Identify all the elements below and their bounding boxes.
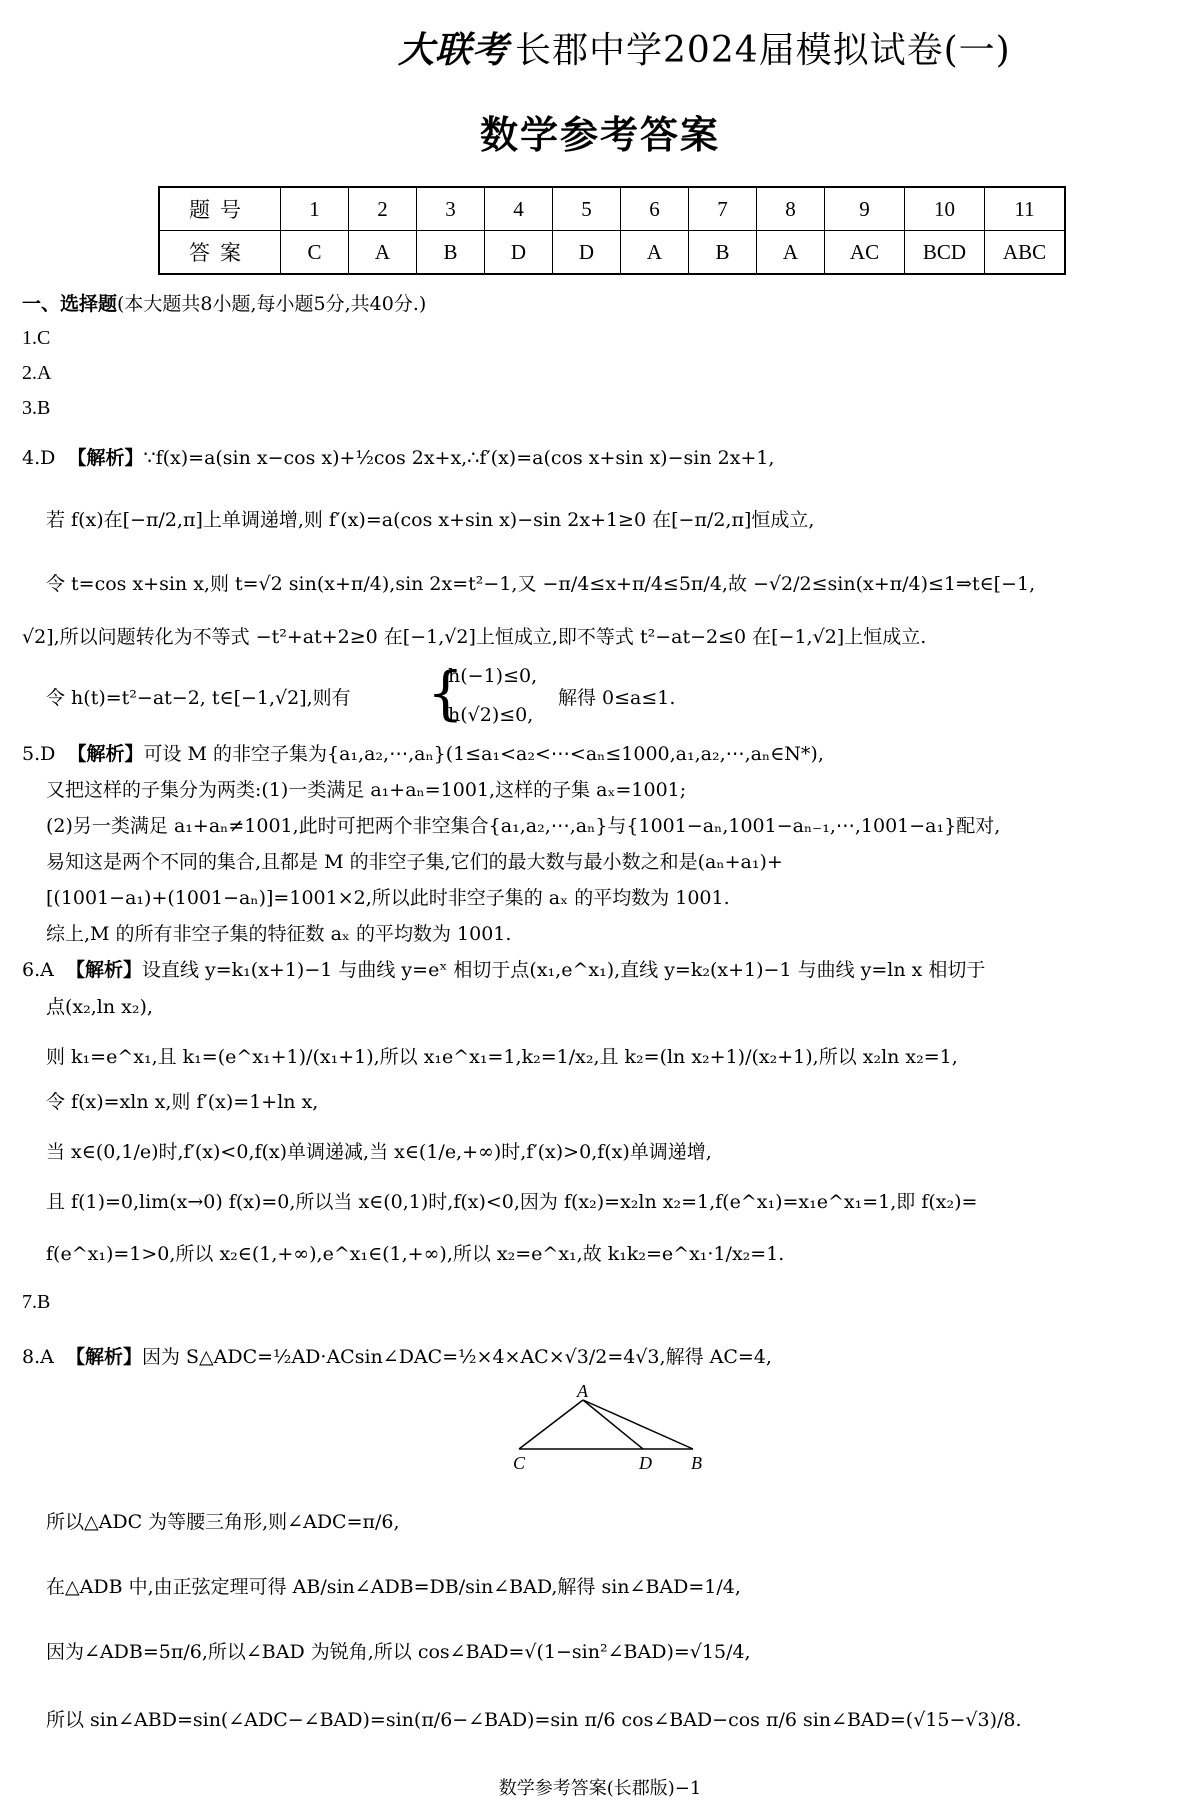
answer-4-text: ∵f(x)=a(sin x−cos x)+½cos 2x+x,∴f′(x)=a(cos x+sin x)−sin 2x+1, bbox=[143, 447, 775, 469]
answer-5-text: 可设 M 的非空子集为{a₁,a₂,⋯,aₙ}(1≤a₁<a₂<⋯<aₙ≤1000,a₁,a₂,⋯,aₙ∈N*), bbox=[143, 743, 824, 765]
page-subtitle: 数学参考答案 bbox=[479, 112, 720, 157]
table-cell: 5 bbox=[553, 187, 621, 231]
table-cell: 7 bbox=[689, 187, 757, 231]
table-cell: 3 bbox=[417, 187, 485, 231]
table-cell: BCD bbox=[905, 231, 985, 275]
table-cell: AC bbox=[825, 231, 905, 275]
section-note: (本大题共8小题,每小题5分,共40分.) bbox=[117, 293, 427, 315]
table-cell: A bbox=[757, 231, 825, 275]
answer-5-line-1 bbox=[22, 742, 824, 766]
page-footer: 数学参考答案(长郡版)−1 bbox=[498, 1778, 702, 1799]
answer-5-line-4: 易知这是两个不同的集合,且都是 M 的非空子集,它们的最大数与最小数之和是(aₙ+a₁)+ bbox=[46, 851, 783, 873]
analysis-tag: 【解析】 bbox=[67, 743, 144, 765]
answer-6-line-2: 点(x₂,ln x₂), bbox=[46, 996, 153, 1018]
table-cell: 2 bbox=[349, 187, 417, 231]
table-cell: D bbox=[553, 231, 621, 275]
vertex-label-d: D bbox=[639, 1453, 652, 1473]
answer-8-text: 因为 S△ADC=½AD·ACsin∠DAC=½×4×AC×√3/2=4√3,解得 AC=4, bbox=[141, 1346, 772, 1368]
table-cell: 8 bbox=[757, 187, 825, 231]
answer-6-choice: 6.A bbox=[22, 959, 54, 981]
table-cell: D bbox=[485, 231, 553, 275]
answer-8-line-4: 因为∠ADB=5π/6,所以∠BAD 为锐角,所以 cos∠BAD=√(1−sin²∠BAD)=√15/4, bbox=[46, 1641, 751, 1663]
answer-4-line-1 bbox=[22, 446, 774, 470]
table-cell: 6 bbox=[621, 187, 689, 231]
answer-4-line-2: 若 f(x)在[−π/2,π]上单调递增,则 f′(x)=a(cos x+sin x)−sin 2x+1≥0 在[−π/2,π]恒成立, bbox=[46, 509, 815, 531]
table-cell: 10 bbox=[905, 187, 985, 231]
answer-6-line-5: 当 x∈(0,1/e)时,f′(x)<0,f(x)单调递减,当 x∈(1/e,+∞)时,f′(x)>0,f(x)单调递增, bbox=[46, 1141, 712, 1163]
vertex-label-a: A bbox=[577, 1385, 588, 1401]
answer-5-line-2: 又把这样的子集分为两类:(1)一类满足 a₁+aₙ=1001,这样的子集 aₓ=1001; bbox=[46, 779, 687, 801]
row-label-answers: 答案 bbox=[159, 231, 281, 275]
answer-table bbox=[158, 186, 1066, 275]
answer-7: 7.B bbox=[22, 1291, 51, 1313]
table-cell: B bbox=[689, 231, 757, 275]
system-eq-2: h(√2)≤0, bbox=[448, 704, 534, 726]
answer-5-choice: 5.D bbox=[22, 743, 56, 765]
table-cell: 9 bbox=[825, 187, 905, 231]
system-eq-1: h(−1)≤0, bbox=[448, 665, 538, 687]
answer-1: 1.C bbox=[22, 327, 51, 349]
table-row-numbers bbox=[159, 187, 1065, 231]
system-result: 解得 0≤a≤1. bbox=[558, 687, 676, 709]
answer-6-text: 设直线 y=k₁(x+1)−1 与曲线 y=eˣ 相切于点(x₁,e^x₁),直线 y=k₂(x+1)−1 与曲线 y=ln x 相切于 bbox=[141, 959, 986, 981]
analysis-tag: 【解析】 bbox=[67, 447, 144, 469]
segment-ac bbox=[519, 1400, 583, 1449]
segment-ab bbox=[583, 1400, 693, 1449]
table-cell: 4 bbox=[485, 187, 553, 231]
vertex-label-c: C bbox=[513, 1453, 526, 1473]
answer-5-line-6: 综上,M 的所有非空子集的特征数 aₓ 的平均数为 1001. bbox=[46, 923, 512, 945]
table-cell: B bbox=[417, 231, 485, 275]
exam-title bbox=[398, 22, 1011, 73]
answer-3: 3.B bbox=[22, 397, 51, 419]
table-cell: A bbox=[621, 231, 689, 275]
answer-5-line-3: (2)另一类满足 a₁+aₙ≠1001,此时可把两个非空集合{a₁,a₂,⋯,aₙ}与{1001−aₙ,1001−aₙ₋₁,⋯,1001−a₁}配对, bbox=[46, 815, 1001, 837]
analysis-tag: 【解析】 bbox=[65, 959, 142, 981]
section-heading bbox=[22, 292, 426, 316]
answer-8-line-2: 所以△ADC 为等腰三角形,则∠ADC=π/6, bbox=[46, 1511, 400, 1533]
answer-8-line-3: 在△ADB 中,由正弦定理可得 AB/sin∠ADB=DB/sin∠BAD,解得 sin∠BAD=1/4, bbox=[46, 1576, 741, 1598]
table-cell: ABC bbox=[985, 231, 1066, 275]
table-cell: C bbox=[281, 231, 349, 275]
answer-6-line-4: 令 f(x)=xln x,则 f′(x)=1+ln x, bbox=[46, 1091, 319, 1113]
analysis-tag: 【解析】 bbox=[65, 1346, 142, 1368]
answer-8-choice: 8.A bbox=[22, 1346, 54, 1368]
segment-ad bbox=[583, 1400, 643, 1449]
answer-8-line-5: 所以 sin∠ABD=sin(∠ADC−∠BAD)=sin(π/6−∠BAD)=sin π/6 cos∠BAD−cos π/6 sin∠BAD=(√15−√3)/8. bbox=[46, 1709, 1022, 1731]
row-label-numbers: 题号 bbox=[159, 187, 281, 231]
vertex-label-b: B bbox=[691, 1453, 702, 1473]
table-cell: 1 bbox=[281, 187, 349, 231]
answer-4-line-3: 令 t=cos x+sin x,则 t=√2 sin(x+π/4),sin 2x=t²−1,又 −π/4≤x+π/4≤5π/4,故 −√2/2≤sin(x+π/4)≤1⇒t∈[−1, bbox=[46, 573, 1036, 595]
title-text: 长郡中学2024届模拟试卷(一) bbox=[515, 30, 1011, 71]
answer-5-line-5: [(1001−a₁)+(1001−aₙ)]=1001×2,所以此时非空子集的 aₓ 的平均数为 1001. bbox=[46, 887, 730, 909]
table-cell: 11 bbox=[985, 187, 1066, 231]
brace-symbol: { bbox=[427, 659, 464, 727]
answer-2: 2.A bbox=[22, 362, 52, 384]
table-cell: A bbox=[349, 231, 417, 275]
answer-8-line-1 bbox=[22, 1345, 772, 1369]
answer-6-line-7: f(e^x₁)=1>0,所以 x₂∈(1,+∞),e^x₁∈(1,+∞),所以 x₂=e^x₁,故 k₁k₂=e^x₁·1/x₂=1. bbox=[46, 1243, 785, 1265]
system-intro: 令 h(t)=t²−at−2, t∈[−1,√2],则有 bbox=[46, 687, 351, 709]
answer-6-line-3: 则 k₁=e^x₁,且 k₁=(e^x₁+1)/(x₁+1),所以 x₁e^x₁=1,k₂=1/x₂,且 k₂=(ln x₂+1)/(x₂+1),所以 x₂ln x₂=1, bbox=[46, 1046, 958, 1068]
answer-4-line-5 bbox=[46, 686, 351, 710]
answer-4-choice: 4.D bbox=[22, 447, 56, 469]
table-row-answers bbox=[159, 231, 1065, 275]
brand-name: 大联考 bbox=[398, 29, 510, 71]
answer-6-line-6: 且 f(1)=0,lim(x→0) f(x)=0,所以当 x∈(0,1)时,f(x)<0,因为 f(x₂)=x₂ln x₂=1,f(e^x₁)=x₁e^x₁=1,即 f(x₂)= bbox=[46, 1191, 978, 1213]
answer-4-line-4: √2],所以问题转化为不等式 −t²+at+2≥0 在[−1,√2]上恒成立,即不等式 t²−at−2≤0 在[−1,√2]上恒成立. bbox=[22, 626, 927, 648]
triangle-figure bbox=[505, 1385, 725, 1480]
section-title: 一、选择题 bbox=[22, 293, 118, 315]
answer-6-line-1 bbox=[22, 958, 985, 982]
